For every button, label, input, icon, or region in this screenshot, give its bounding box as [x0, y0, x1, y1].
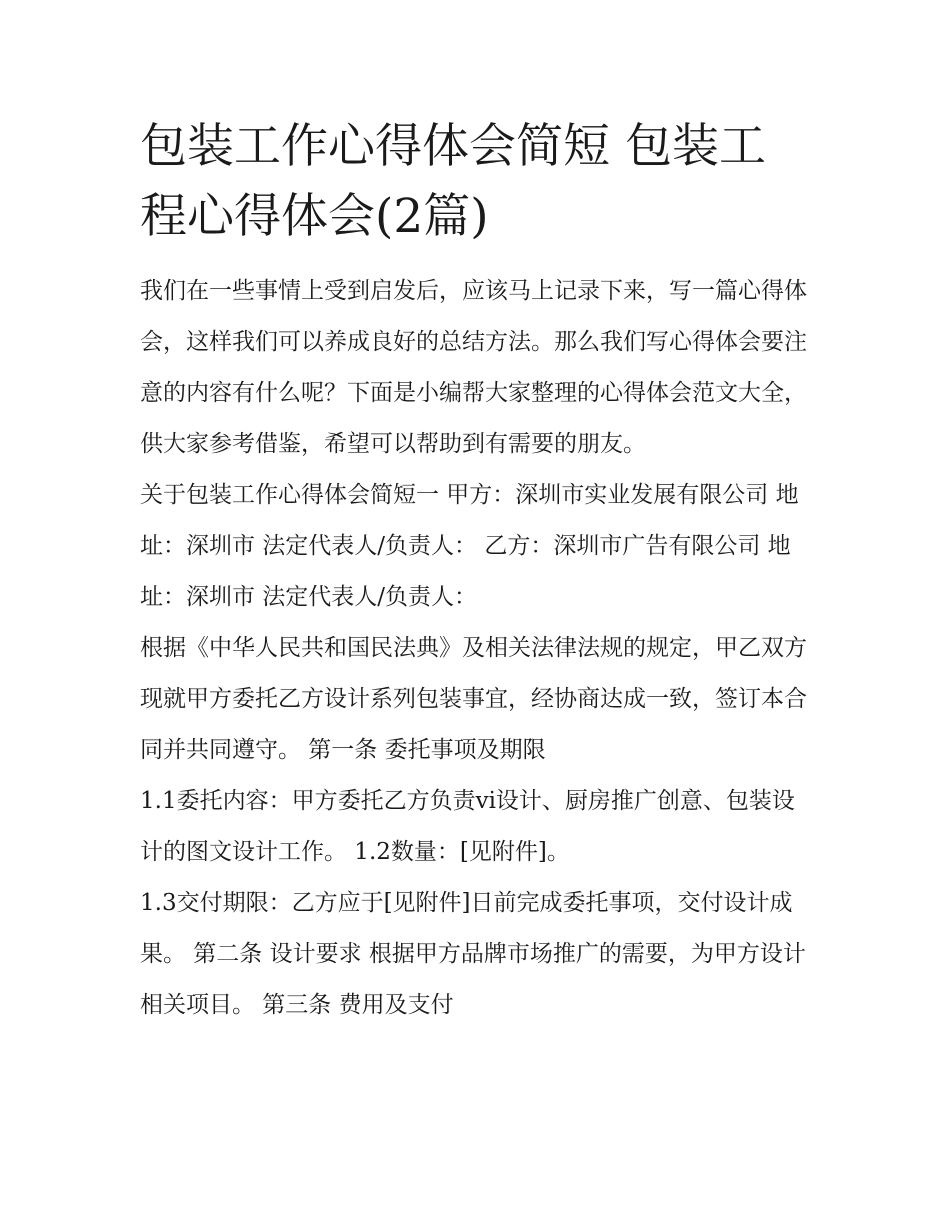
parties-paragraph: 关于包装工作心得体会简短一 甲方：深圳市实业发展有限公司 地址：深圳市 法定代表人/负责人： 乙方：深圳市广告有限公司 地址：深圳市 法定代表人/负责人：	[140, 482, 799, 610]
document-title: 包装工作心得体会简短 包装工程心得体会(2篇)	[140, 119, 766, 244]
intro-paragraph: 我们在一些事情上受到启发后，应该马上记录下来，写一篇心得体会，这样我们可以养成良好的总结方法。那么我们写心得体会要注意的内容有什么呢？下面是小编帮大家整理的心得体会范文大全，供大家参考借鉴，希望可以帮助到有需要的朋友。	[140, 278, 807, 457]
document-page	[140, 112, 812, 1031]
clause-1-1-paragraph: 1.1委托内容：甲方委托乙方负责vi设计、厨房推广创意、包装设计的图文设计工作。 1.2数量：[见附件]。	[140, 788, 795, 865]
basis-paragraph: 根据《中华人民共和国民法典》及相关法律法规的规定，甲乙双方现就甲方委托乙方设计系列包装事宜，经协商达成一致，签订本合同并共同遵守。 第一条 委托事项及期限	[140, 635, 807, 763]
clause-1-3-paragraph: 1.3交付期限：乙方应于[见附件]日前完成委托事项，交付设计成果。 第二条 设计要求 根据甲方品牌市场推广的需要，为甲方设计相关项目。 第三条 费用及支付	[140, 890, 806, 1018]
